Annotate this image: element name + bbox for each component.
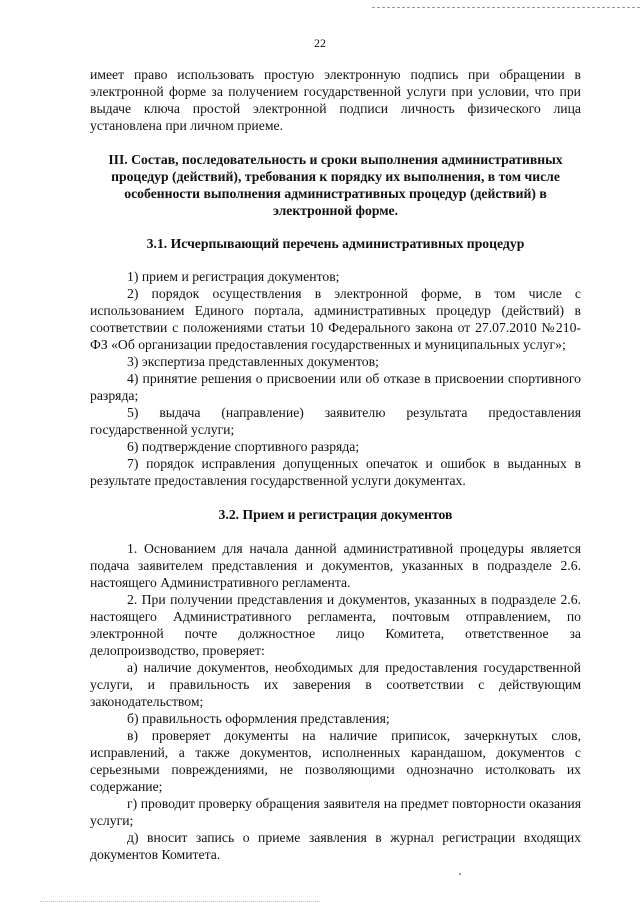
list-item: 3) экспертиза представленных документов;	[127, 354, 379, 369]
paragraph: а) наличие документов, необходимых для предоставления государственной услуги, и правильность их заверения в соответствии с действующим законодательством;	[90, 660, 581, 709]
list-item: 1) прием и регистрация документов;	[127, 269, 340, 284]
bottom-rule	[40, 901, 320, 902]
paragraph: б) правильность оформления представления;	[127, 711, 390, 726]
procedures-list	[90, 268, 581, 489]
subsection-heading-3-1: 3.1. Исчерпывающий перечень административных процедур	[146, 236, 525, 251]
list-item: 5) выдача (направление) заявителю результата предоставления государственной услуги;	[90, 405, 581, 437]
subsection-heading-3-2: 3.2. Прием и регистрация документов	[218, 507, 453, 522]
list-item: 4) принятие решения о присвоении или об отказе в присвоении спортивного разряда;	[90, 371, 581, 403]
scan-speck	[459, 873, 461, 875]
paragraph: в) проверяет документы на наличие приписок, зачеркнутых слов, исправлений, а также документов, исполненных карандашом, документов с серьезными повреждениями, не позволяющими однозначно истолковать их содержание;	[90, 728, 581, 794]
top-rule	[372, 7, 640, 8]
document-body	[90, 66, 581, 863]
list-item: 2) порядок осуществления в электронной форме, в том числе с использованием Единого портала, административных процедур (действий) в соответствии с положениями статьи 10 Федерального закона от 27.07.2010 №210-ФЗ «Об организации предоставления государственных и муниципальных услуг»;	[90, 286, 581, 352]
paragraph: 2. При получении представления и документов, указанных в подразделе 2.6. настоящего Административного регламента, почтовым отправлением, по электронной почте должностное лицо Комитета, ответственное за делопроизводство, проверяет:	[90, 592, 581, 658]
reception-paragraphs	[90, 540, 581, 863]
paragraph: д) вносит запись о приеме заявления в журнал регистрации входящих документов Комитета.	[90, 830, 581, 862]
list-item: 7) порядок исправления допущенных опечаток и ошибок в выданных в результате предоставления государственной услуги документах.	[90, 456, 581, 488]
list-item: 6) подтверждение спортивного разряда;	[127, 439, 360, 454]
paragraph: г) проводит проверку обращения заявителя на предмет повторности оказания услуги;	[90, 796, 581, 828]
paragraph: 1. Основанием для начала данной административной процедуры является подача заявителем представления и документов, указанных в подразделе 2.6. настоящего Административного регламента.	[90, 541, 581, 590]
page-number: 22	[314, 36, 326, 50]
section-heading: III. Состав, последовательность и сроки выполнения административных процедур (действий), требования к порядку их выполнения, в том числе особенности выполнения административных процедур (действий) в электронной форме.	[108, 152, 563, 218]
intro-paragraph: имеет право использовать простую электронную подпись при обращении в электронной форме за получением государственной услуги при условии, что при выдаче ключа простой электронной подписи личность физического лица установлена при личном приеме.	[90, 67, 581, 133]
